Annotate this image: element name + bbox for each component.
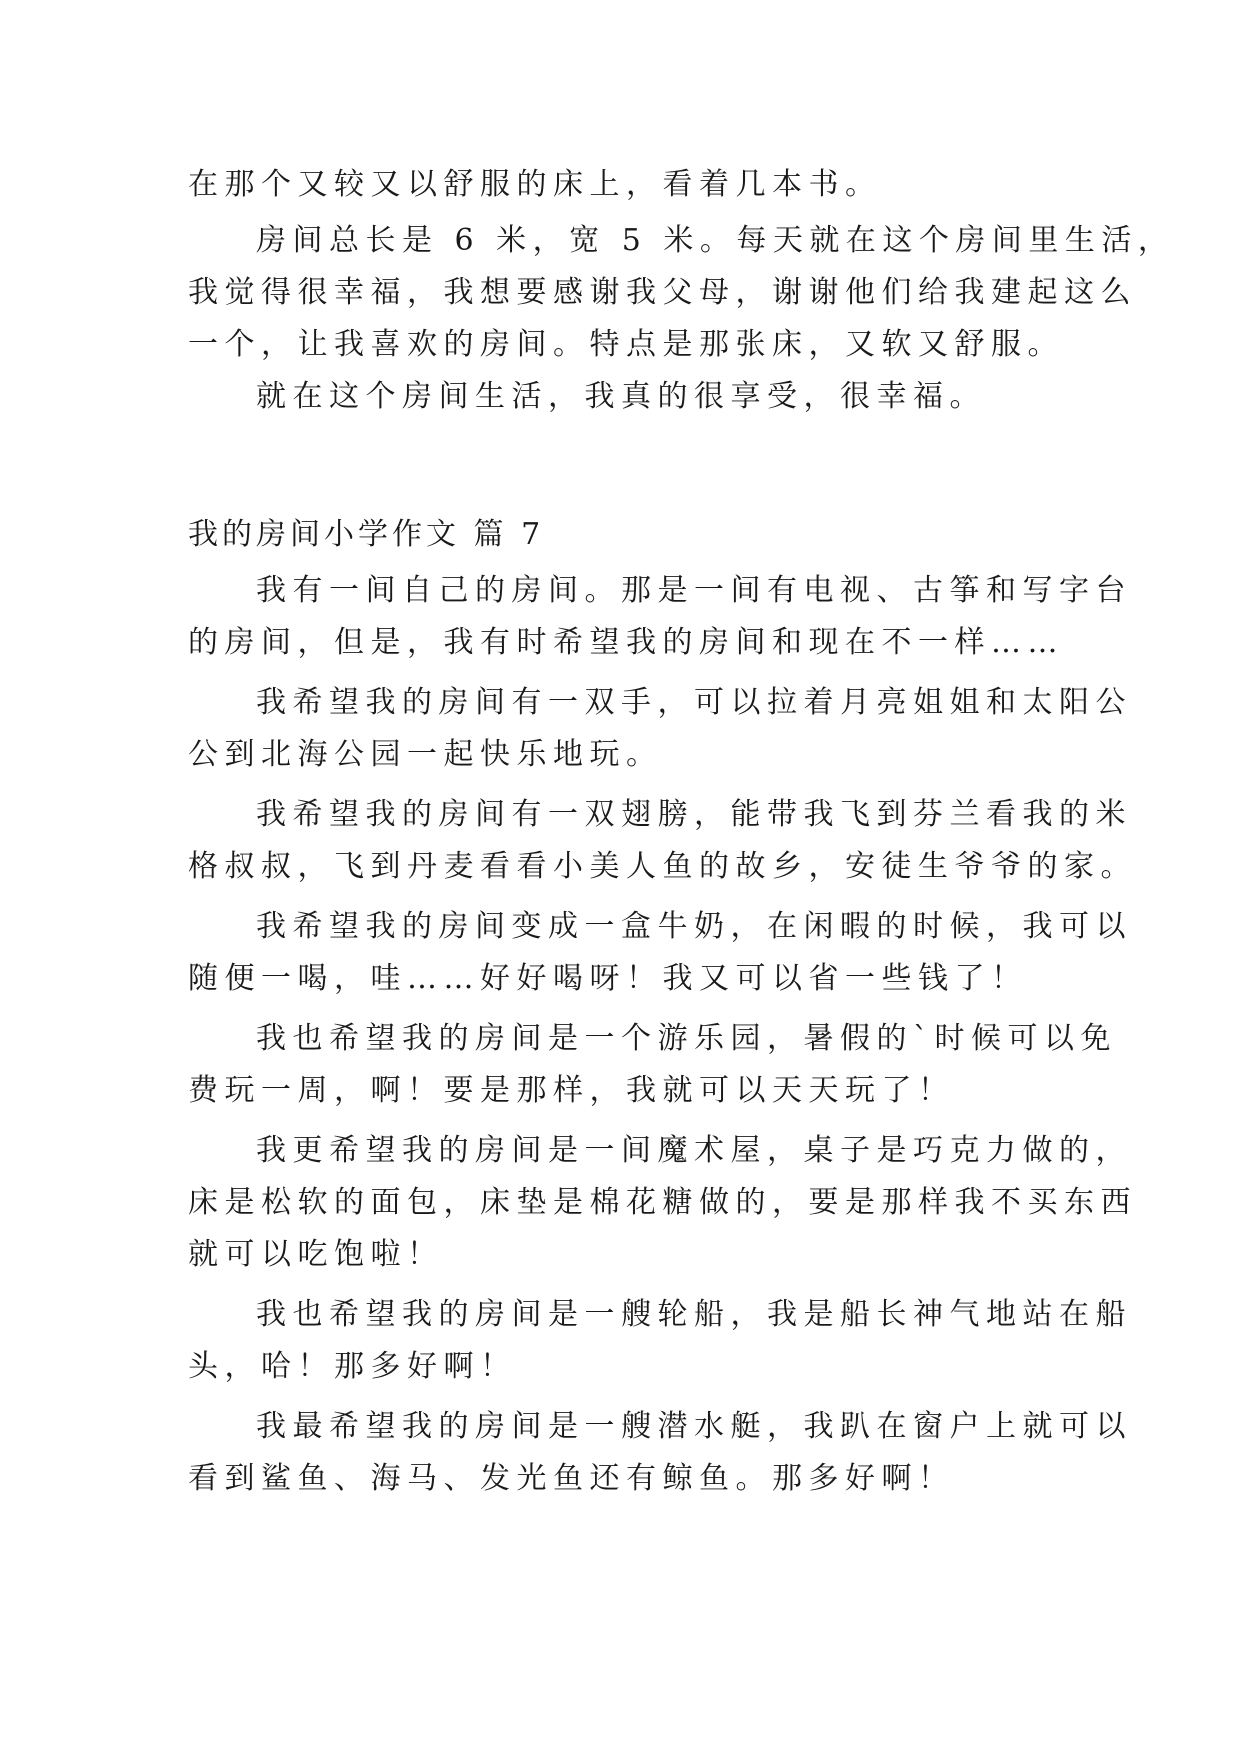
paragraph-start-line: 房间总长是 6 米，宽 5 米。每天就在这个房间里生活，	[256, 223, 1175, 258]
paragraph-start-line: 我有一间自己的房间。那是一间有电视、古筝和写字台	[256, 573, 1132, 608]
paragraph-start-line: 我也希望我的房间是一个游乐园，暑假的`时候可以免	[256, 1021, 1117, 1056]
text-line: 床是松软的面包，床垫是棉花糖做的，要是那样我不买东西	[188, 1185, 1137, 1220]
text-line: 随便一喝，哇……好好喝呀！我又可以省一些钱了！	[188, 961, 1028, 996]
text-line: 费玩一周，啊！要是那样，我就可以天天玩了！	[188, 1073, 955, 1108]
text-line: 在那个又较又以舒服的床上，看着几本书。	[188, 167, 882, 202]
paragraph-start-line: 我最希望我的房间是一艘潜水艇，我趴在窗户上就可以	[256, 1409, 1132, 1444]
paragraph-start-line: 我希望我的房间有一双翅膀，能带我飞到芬兰看我的米	[256, 797, 1132, 832]
text-line: 就可以吃饱啦！	[188, 1237, 444, 1272]
text-line: 公到北海公园一起快乐地玩。	[188, 737, 663, 772]
paragraph-start-line: 我更希望我的房间是一间魔术屋，桌子是巧克力做的，	[256, 1133, 1132, 1168]
text-line: 的房间，但是，我有时希望我的房间和现在不一样……	[188, 625, 1064, 660]
section-heading: 我的房间小学作文 篇 7	[188, 517, 545, 552]
text-line: 我觉得很幸福，我想要感谢我父母，谢谢他们给我建起这么	[188, 275, 1137, 310]
paragraph-start-line: 就在这个房间生活，我真的很享受，很幸福。	[256, 379, 986, 414]
paragraph-start-line: 我也希望我的房间是一艘轮船，我是船长神气地站在船	[256, 1297, 1132, 1332]
text-line: 看到鲨鱼、海马、发光鱼还有鲸鱼。那多好啊！	[188, 1461, 955, 1496]
text-line: 头，哈！那多好啊！	[188, 1349, 517, 1384]
paragraph-start-line: 我希望我的房间变成一盒牛奶，在闲暇的时候，我可以	[256, 909, 1132, 944]
text-line: 格叔叔，飞到丹麦看看小美人鱼的故乡，安徒生爷爷的家。	[188, 849, 1137, 884]
paragraph-start-line: 我希望我的房间有一双手，可以拉着月亮姐姐和太阳公	[256, 685, 1132, 720]
text-line: 一个，让我喜欢的房间。特点是那张床，又软又舒服。	[188, 327, 1064, 362]
